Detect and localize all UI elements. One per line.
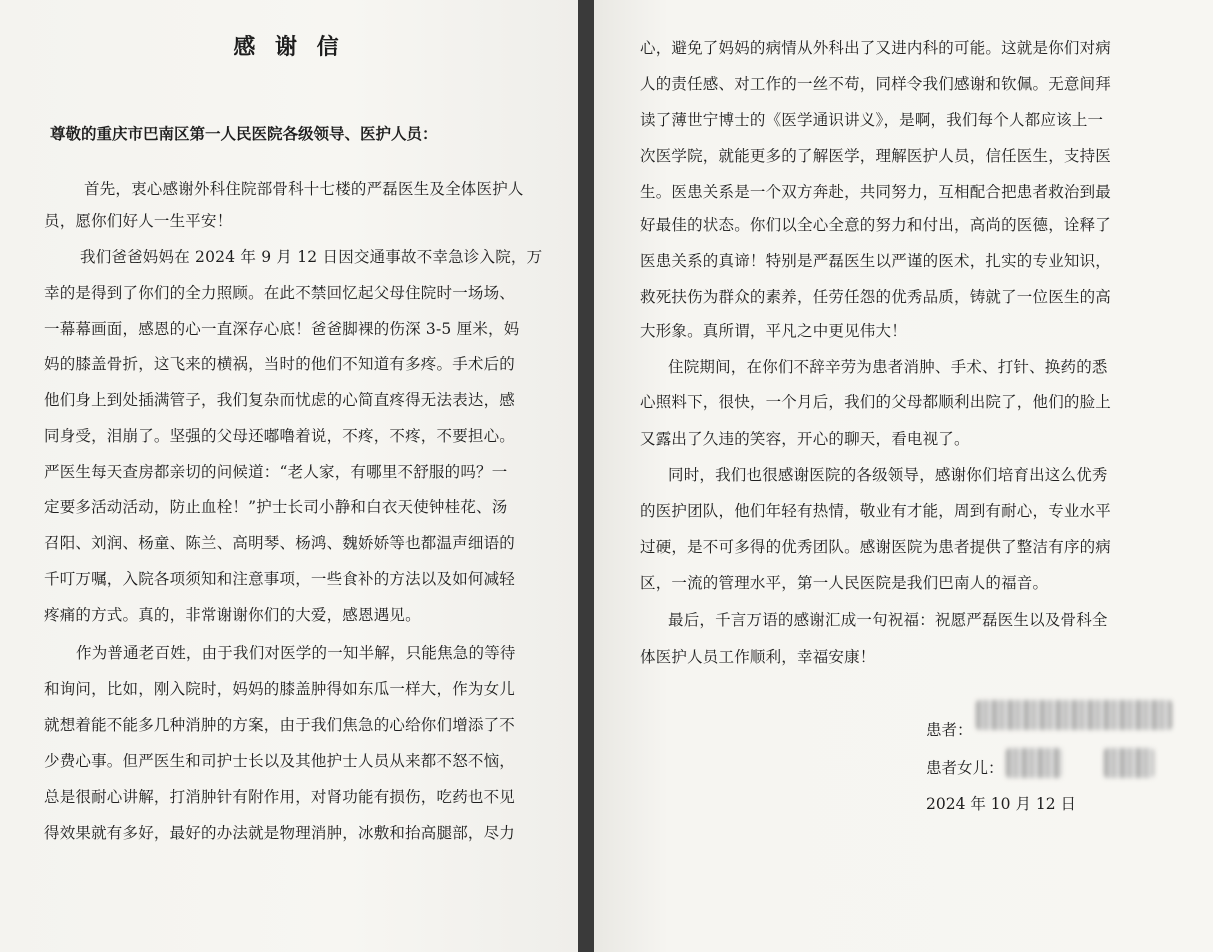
body-line: 千叮万嘱，入院各项须知和注意事项，一些食补的方法以及如何减轻 — [44, 570, 516, 588]
body-line: 的医护团队，他们年轻有热情，敬业有才能，周到有耐心，专业水平 — [640, 502, 1112, 520]
body-line: 和询问，比如，刚入院时，妈妈的膝盖肿得如东瓜一样大，作为女儿 — [44, 680, 516, 698]
body-line: 我们爸爸妈妈在 2024 年 9 月 12 日因交通事故不幸急诊入院，万 — [80, 248, 543, 266]
letter-page-right — [594, 0, 1213, 952]
body-line: 住院期间，在你们不辞辛劳为患者消肿、手术、打针、换药的悉 — [668, 358, 1108, 376]
redacted-daughter-name-2 — [1104, 748, 1154, 778]
body-line: 员，愿你们好人一生平安！ — [44, 212, 233, 230]
body-line: 又露出了久违的笑容，开心的聊天，看电视了。 — [640, 430, 970, 448]
body-line: 同时，我们也很感谢医院的各级领导，感谢你们培育出这么优秀 — [668, 466, 1108, 484]
body-line: 区，一流的管理水平，第一人民医院是我们巴南人的福音。 — [640, 574, 1049, 592]
body-line: 得效果就有多好，最好的办法就是物理消肿，冰敷和抬高腿部，尽力 — [44, 824, 516, 842]
body-line: 心照料下，很快，一个月后，我们的父母都顺利出院了，他们的脸上 — [640, 393, 1112, 411]
body-line: 严医生每天查房都亲切的问候道：“老人家，有哪里不舒服的吗？一 — [44, 463, 508, 481]
body-line: 生。医患关系是一个双方奔赴，共同努力，互相配合把患者救治到最 — [640, 183, 1112, 201]
body-line: 疼痛的方式。真的，非常谢谢你们的大爱，感恩遇见。 — [44, 606, 421, 624]
body-line: 首先，衷心感谢外科住院部骨科十七楼的严磊医生及全体医护人 — [84, 180, 524, 198]
body-line: 妈的膝盖骨折，这飞来的横祸，当时的他们不知道有多疼。手术后的 — [44, 355, 516, 373]
letter-page-left — [0, 0, 578, 952]
redacted-daughter-name-1 — [1006, 748, 1062, 778]
body-line: 少费心事。但严医生和司护士长以及其他护士人员从来都不怒不恼， — [44, 752, 516, 770]
body-line: 过硬，是不可多得的优秀团队。感谢医院为患者提供了整洁有序的病 — [640, 538, 1112, 556]
body-line: 定要多活动活动，防止血栓！”护士长司小静和白衣天使钟桂花、汤 — [44, 498, 508, 516]
body-line: 人的责任感、对工作的一丝不苟，同样令我们感谢和钦佩。无意间拜 — [640, 75, 1112, 93]
body-line: 心，避免了妈妈的病情从外科出了又进内科的可能。这就是你们对病 — [640, 39, 1112, 57]
body-line: 救死扶伤为群众的素养，任劳任怨的优秀品质，铸就了一位医生的高 — [640, 288, 1112, 306]
body-line: 一幕幕画面，感恩的心一直深存心底！爸爸脚裸的伤深 3-5 厘米，妈 — [44, 320, 520, 338]
body-line: 医患关系的真谛！特别是严磊医生以严谨的医术，扎实的专业知识， — [640, 252, 1112, 270]
body-line: 大形象。真所谓，平凡之中更见伟大！ — [640, 322, 907, 340]
letter-title: 感 谢 信 — [233, 34, 345, 60]
body-line: 他们身上到处插满管子，我们复杂而忧虑的心简直疼得无法表达，感 — [44, 391, 516, 409]
body-line: 好最佳的状态。你们以全心全意的努力和付出，高尚的医德，诠释了 — [640, 216, 1112, 234]
body-line: 总是很耐心讲解，打消肿针有附作用，对肾功能有损伤，吃药也不见 — [44, 788, 516, 806]
letter-date: 2024 年 10 月 12 日 — [926, 795, 1077, 813]
body-line: 同身受，泪崩了。坚强的父母还嘟噜着说，不疼，不疼，不要担心。 — [44, 427, 516, 445]
body-line: 幸的是得到了你们的全力照顾。在此不禁回忆起父母住院时一场场、 — [44, 284, 516, 302]
patient-label: 患者： — [926, 721, 973, 739]
redacted-patient-name — [976, 700, 1172, 730]
body-line: 召阳、刘润、杨童、陈兰、高明琴、杨鸿、魏娇娇等也都温声细语的 — [44, 534, 516, 552]
body-line: 作为普通老百姓，由于我们对医学的一知半解，只能焦急的等待 — [76, 644, 516, 662]
body-line: 最后，千言万语的感谢汇成一句祝福：祝愿严磊医生以及骨科全 — [668, 611, 1108, 629]
page-gap — [578, 0, 594, 952]
body-line: 就想着能不能多几种消肿的方案，由于我们焦急的心给你们增添了不 — [44, 716, 516, 734]
body-line: 次医学院，就能更多的了解医学，理解医护人员，信任医生，支持医 — [640, 147, 1112, 165]
body-line: 体医护人员工作顺利，幸福安康！ — [640, 648, 876, 666]
daughter-label: 患者女儿： — [926, 759, 1004, 777]
salutation: 尊敬的重庆市巴南区第一人民医院各级领导、医护人员： — [50, 124, 438, 143]
body-line: 读了薄世宁博士的《医学通识讲义》，是啊，我们每个人都应该上一 — [640, 111, 1104, 129]
